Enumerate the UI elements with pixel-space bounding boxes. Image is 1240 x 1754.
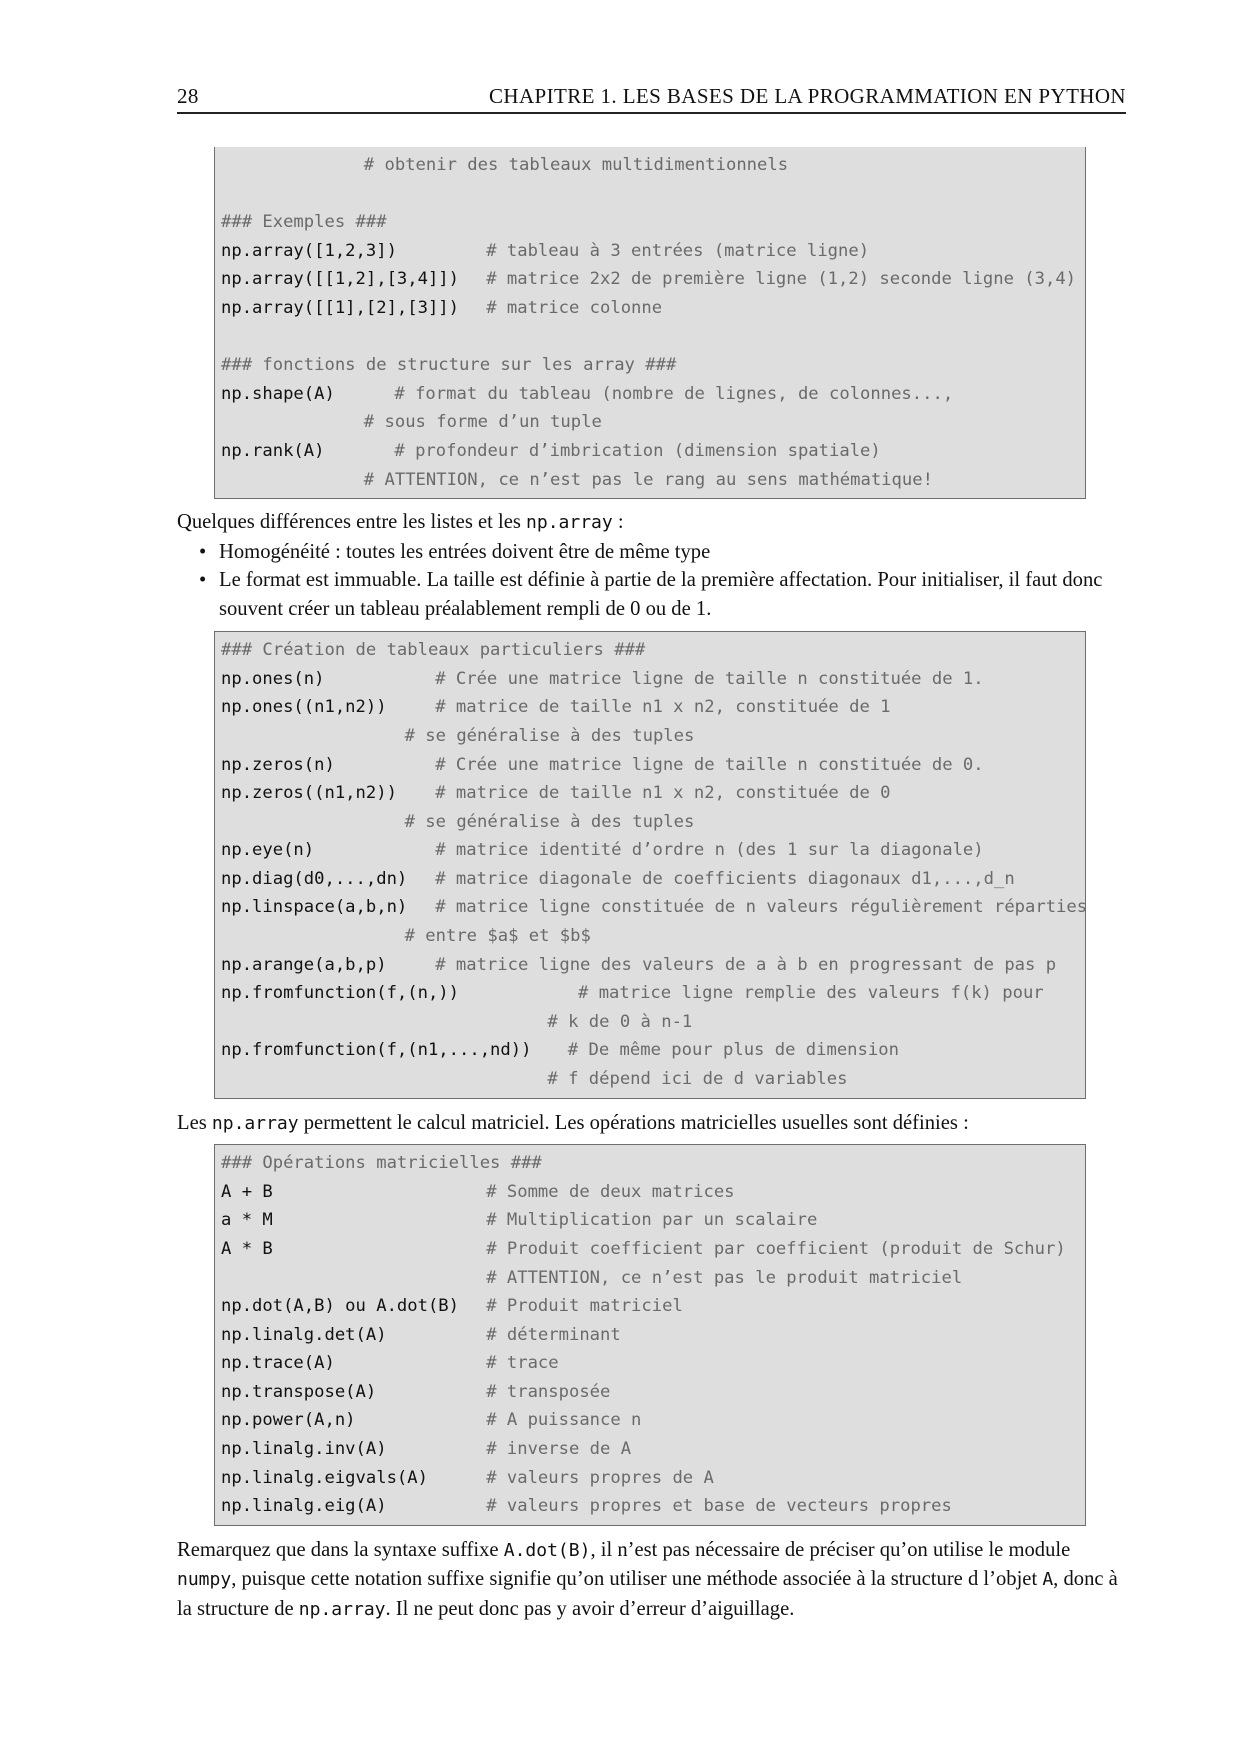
code-comment: # matrice 2x2 de première ligne (1,2) seconde ligne (3,4): [486, 269, 1077, 290]
code-comment: # matrice de taille n1 x n2, constituée de 1: [435, 697, 891, 718]
code-text: np.array([[1],[2],[3]]): [221, 297, 459, 318]
code-line: [221, 722, 1085, 751]
code-comment: # trace: [486, 1353, 559, 1374]
code-text: np.arange(a,b,p): [221, 954, 387, 975]
page-number: 28: [177, 84, 199, 108]
code-text: np.ones(n): [221, 668, 325, 689]
code-line: [221, 351, 1085, 380]
code-line: [221, 693, 1085, 722]
bullet-icon: •: [199, 569, 207, 592]
paragraph-remark: Remarquez que dans la syntaxe suffixe A.dot(B), il n’est pas nécessaire de préciser qu’on utilise le module numpy, puisque cette notation suffixe signifie qu’on utiliser une méthode associée à la structure d l’objet A, donc à la structure de np.array. Il ne peut donc pas y avoir d’erreur d’aiguillage.: [177, 1538, 1118, 1620]
code-line: [221, 865, 1085, 894]
code-block-operations: [214, 1144, 1086, 1526]
code-text: np.transpose(A): [221, 1381, 377, 1402]
code-line: [221, 1036, 1085, 1065]
code-line: [221, 1264, 1085, 1293]
code-block-arrays: [214, 147, 1086, 499]
code-line: [221, 979, 1085, 1008]
code-comment: # format du tableau (nombre de lignes, de colonnes...,: [394, 383, 954, 404]
code-line: [221, 636, 1085, 665]
code-line: [221, 951, 1085, 980]
code-text: np.dot(A,B) ou A.dot(B): [221, 1296, 459, 1317]
inline-code: np.array: [211, 1112, 299, 1134]
code-text: A * B: [221, 1238, 273, 1259]
code-comment: # ATTENTION, ce n’est pas le produit matriciel: [486, 1267, 963, 1288]
code-text: np.linalg.eig(A): [221, 1496, 387, 1517]
code-line: [221, 180, 1085, 209]
code-comment: # tableau à 3 entrées (matrice ligne): [486, 240, 870, 261]
code-comment: # se généralise à des tuples: [404, 811, 695, 832]
code-comment: # valeurs propres et base de vecteurs propres: [486, 1496, 952, 1517]
bullet-icon: •: [199, 540, 207, 563]
code-line: [221, 1178, 1085, 1207]
code-comment: # matrice diagonale de coefficients diagonaux d1,...,d_n: [435, 868, 1015, 889]
code-line: [221, 665, 1085, 694]
code-line: [221, 437, 1085, 466]
code-line: [221, 1435, 1085, 1464]
code-comment: # inverse de A: [486, 1439, 632, 1460]
code-comment: # matrice ligne des valeurs de a à b en progressant de pas p: [435, 954, 1057, 975]
code-comment: # déterminant: [486, 1324, 621, 1345]
code-comment: # matrice de taille n1 x n2, constituée de 0: [435, 783, 891, 804]
page: [177, 84, 1126, 1624]
code-text: np.trace(A): [221, 1353, 335, 1374]
code-comment: # Produit matriciel: [486, 1296, 683, 1317]
code-comment: # matrice identité d’ordre n (des 1 sur la diagonale): [435, 840, 984, 861]
code-comment: # profondeur d’imbrication (dimension spatiale): [394, 440, 881, 461]
code-line: [221, 779, 1085, 808]
code-line: [221, 751, 1085, 780]
code-comment: # ATTENTION, ce n’est pas le rang au sens mathématique!: [363, 469, 933, 490]
code-text: np.rank(A): [221, 440, 325, 461]
code-text: np.zeros((n1,n2)): [221, 783, 397, 804]
list-item: • Le format est immuable. La taille est définie à partie de la première affectation. Pour initialiser, il faut donc souvent créer un tableau préalablement rempli de 0 ou de 1.: [199, 566, 1126, 623]
paragraph-matrix-calc: Les np.array permettent le calcul matriciel. Les opérations matricielles usuelles sont définies :: [177, 1111, 969, 1134]
code-text: np.shape(A): [221, 383, 335, 404]
code-comment: # matrice colonne: [486, 297, 663, 318]
code-comment: # valeurs propres de A: [486, 1467, 714, 1488]
code-text: np.eye(n): [221, 840, 315, 861]
code-line: [221, 1008, 1085, 1037]
paragraph-differences: Quelques différences entre les listes et les np.array :: [177, 511, 624, 534]
code-comment: # Multiplication par un scalaire: [486, 1210, 818, 1231]
code-comment: # obtenir des tableaux multidimentionnels: [363, 155, 789, 175]
code-line: [221, 1235, 1085, 1264]
code-text: np.power(A,n): [221, 1410, 356, 1431]
code-line: [221, 1492, 1085, 1521]
code-text: A + B: [221, 1181, 273, 1202]
code-line: [221, 808, 1085, 837]
code-line: [221, 1292, 1085, 1321]
code-comment: # k de 0 à n-1: [547, 1011, 693, 1032]
code-text: np.fromfunction(f,(n,)): [221, 983, 459, 1004]
code-comment: # Crée une matrice ligne de taille n constituée de 1.: [435, 668, 984, 689]
code-comment: # Crée une matrice ligne de taille n constituée de 0.: [435, 754, 984, 775]
code-line: [221, 151, 1085, 180]
code-line: [221, 836, 1085, 865]
code-line: [221, 1464, 1085, 1493]
inline-code: numpy: [177, 1569, 232, 1591]
code-text: np.linalg.eigvals(A): [221, 1467, 428, 1488]
code-line: [221, 1065, 1085, 1094]
code-text: np.array([1,2,3]): [221, 240, 397, 261]
code-text: np.linalg.inv(A): [221, 1439, 387, 1460]
code-comment: # matrice ligne constituée de n valeurs régulièrement réparties: [435, 897, 1088, 918]
code-comment: # Produit coefficient par coefficient (produit de Schur): [486, 1238, 1066, 1259]
code-line: [221, 380, 1085, 409]
code-block-creation: [214, 631, 1086, 1099]
code-text: np.linalg.det(A): [221, 1324, 387, 1345]
bullet-list: [177, 538, 1126, 624]
code-line: [221, 237, 1085, 266]
code-text: np.diag(d0,...,dn): [221, 868, 408, 889]
code-line: [221, 1378, 1085, 1407]
code-comment: ### fonctions de structure sur les array ###: [221, 355, 677, 376]
inline-code: A: [1042, 1569, 1054, 1591]
code-line: [221, 1406, 1085, 1435]
code-comment: ### Opérations matricielles ###: [221, 1153, 542, 1174]
code-comment: # f dépend ici de d variables: [547, 1069, 848, 1090]
code-text: np.zeros(n): [221, 754, 335, 775]
code-text: np.fromfunction(f,(n1,...,nd)): [221, 1040, 532, 1061]
code-line: [221, 323, 1085, 352]
code-line: [221, 265, 1085, 294]
inline-code: A.dot(B): [503, 1539, 591, 1561]
code-line: [221, 922, 1085, 951]
inline-code: np.array: [526, 512, 613, 534]
code-line: [221, 408, 1085, 437]
code-text: a * M: [221, 1210, 273, 1231]
code-comment: # De même pour plus de dimension: [567, 1040, 899, 1061]
code-comment: # Somme de deux matrices: [486, 1181, 735, 1202]
code-line: [221, 1149, 1085, 1178]
code-comment: # se généralise à des tuples: [404, 725, 695, 746]
code-comment: # entre $a$ et $b$: [404, 926, 591, 947]
running-header: [177, 84, 1126, 114]
inline-code: np.array: [298, 1598, 386, 1620]
code-comment: # sous forme d’un tuple: [363, 412, 602, 433]
code-line: [221, 1349, 1085, 1378]
code-line: [221, 294, 1085, 323]
code-line: [221, 466, 1085, 495]
code-text: np.ones((n1,n2)): [221, 697, 387, 718]
code-comment: # A puissance n: [486, 1410, 642, 1431]
code-comment: # matrice ligne remplie des valeurs f(k) pour: [578, 983, 1044, 1004]
code-line: [221, 1321, 1085, 1350]
code-comment: # transposée: [486, 1381, 611, 1402]
code-comment: ### Exemples ###: [221, 212, 387, 233]
code-line: [221, 893, 1088, 922]
code-text: np.array([[1,2],[3,4]]): [221, 269, 459, 290]
code-line: [221, 208, 1085, 237]
code-comment: ### Création de tableaux particuliers ###: [221, 640, 646, 661]
list-item: • Homogénéité : toutes les entrées doivent être de même type: [199, 538, 1126, 567]
chapter-title: CHAPITRE 1. LES BASES DE LA PROGRAMMATION EN PYTHON: [488, 84, 1126, 108]
code-text: np.linspace(a,b,n): [221, 897, 408, 918]
code-line: [221, 1206, 1085, 1235]
